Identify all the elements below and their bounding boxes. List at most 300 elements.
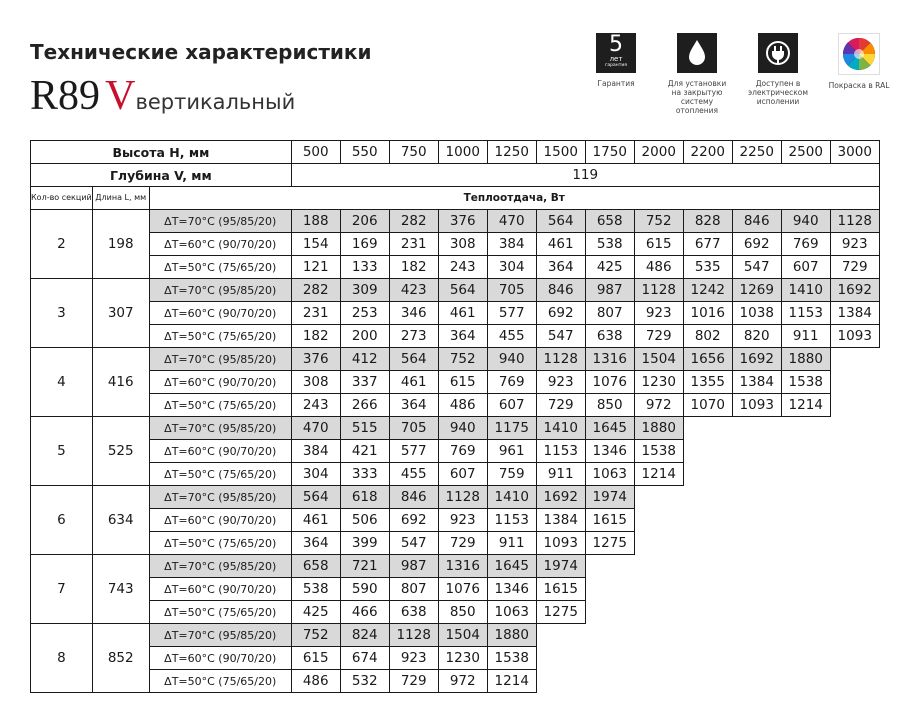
heat-value: 231 [389, 233, 438, 256]
heat-value: 461 [438, 302, 487, 325]
empty-cell [683, 601, 732, 624]
heat-value: 1214 [781, 394, 830, 417]
heat-value: 1128 [830, 210, 879, 233]
heat-value: 1880 [634, 417, 683, 440]
heat-value: 455 [389, 463, 438, 486]
page-title: Технические характеристики [30, 40, 372, 64]
feature-caption: Для установки на закрытую систему отопления [667, 79, 727, 115]
table-row [31, 647, 880, 670]
feature-closed-system [664, 33, 730, 115]
heat-value: 486 [634, 256, 683, 279]
heat-value: 535 [683, 256, 732, 279]
heat-value: 461 [536, 233, 585, 256]
empty-cell [732, 463, 781, 486]
heat-value: 564 [536, 210, 585, 233]
empty-cell [585, 578, 634, 601]
empty-cell [830, 509, 879, 532]
color-wheel-icon [838, 33, 880, 75]
feature-caption: Гарантия [597, 79, 635, 88]
height-value: 550 [340, 141, 389, 164]
heat-value: 729 [536, 394, 585, 417]
heat-value: 364 [389, 394, 438, 417]
heat-value: 940 [438, 417, 487, 440]
heat-value: 1275 [536, 601, 585, 624]
empty-cell [830, 371, 879, 394]
empty-cell [683, 509, 732, 532]
empty-cell [585, 555, 634, 578]
delta-t-label: ΔT=50°C (75/65/20) [149, 325, 291, 348]
heat-value: 1093 [536, 532, 585, 555]
delta-t-label: ΔT=60°C (90/70/20) [149, 371, 291, 394]
heat-value: 1974 [585, 486, 634, 509]
empty-cell [830, 670, 879, 693]
heat-value: 121 [291, 256, 340, 279]
table-row [31, 417, 880, 440]
empty-cell [634, 486, 683, 509]
height-value: 2250 [732, 141, 781, 164]
heat-value: 538 [291, 578, 340, 601]
heat-value: 1316 [438, 555, 487, 578]
heat-value: 564 [438, 279, 487, 302]
table-row [31, 624, 880, 647]
heat-value: 607 [438, 463, 487, 486]
model-name: R89 [30, 73, 101, 119]
heat-value: 384 [291, 440, 340, 463]
empty-cell [732, 601, 781, 624]
heat-value: 752 [291, 624, 340, 647]
heat-value: 618 [340, 486, 389, 509]
heat-value: 461 [389, 371, 438, 394]
empty-cell [830, 555, 879, 578]
heat-value: 169 [340, 233, 389, 256]
heat-value: 705 [487, 279, 536, 302]
heat-value: 1410 [781, 279, 830, 302]
heat-value: 658 [585, 210, 634, 233]
height-value: 2200 [683, 141, 732, 164]
heat-value: 421 [340, 440, 389, 463]
empty-cell [683, 532, 732, 555]
heat-value: 923 [536, 371, 585, 394]
heat-value: 820 [732, 325, 781, 348]
empty-cell [781, 486, 830, 509]
empty-cell [683, 647, 732, 670]
heat-value: 564 [291, 486, 340, 509]
empty-cell [634, 578, 683, 601]
heat-value: 638 [389, 601, 438, 624]
sections-value: 7 [31, 555, 93, 624]
empty-cell [634, 555, 683, 578]
length-value: 743 [92, 555, 149, 624]
heat-value: 1214 [634, 463, 683, 486]
table-row [31, 486, 880, 509]
empty-cell [732, 647, 781, 670]
heat-value: 1538 [487, 647, 536, 670]
spec-table [30, 140, 880, 693]
delta-t-label: ΔT=60°C (90/70/20) [149, 440, 291, 463]
empty-cell [732, 486, 781, 509]
length-value: 416 [92, 348, 149, 417]
table-row [31, 302, 880, 325]
empty-cell [830, 624, 879, 647]
empty-cell [830, 601, 879, 624]
heat-value: 1974 [536, 555, 585, 578]
heat-value: 802 [683, 325, 732, 348]
heat-value: 461 [291, 509, 340, 532]
empty-cell [634, 670, 683, 693]
heat-value: 1615 [585, 509, 634, 532]
delta-t-label: ΔT=70°C (95/85/20) [149, 210, 291, 233]
table-row [31, 670, 880, 693]
heat-value: 1128 [634, 279, 683, 302]
delta-t-label: ΔT=60°C (90/70/20) [149, 647, 291, 670]
heat-value: 455 [487, 325, 536, 348]
heat-value: 364 [438, 325, 487, 348]
heat-value: 729 [438, 532, 487, 555]
heat-value: 987 [389, 555, 438, 578]
height-value: 2500 [781, 141, 830, 164]
heat-value: 206 [340, 210, 389, 233]
table-row [31, 210, 880, 233]
heat-value: 615 [291, 647, 340, 670]
heat-value: 1692 [536, 486, 585, 509]
heat-value: 828 [683, 210, 732, 233]
empty-cell [830, 348, 879, 371]
model-title [30, 72, 295, 120]
heat-value: 1269 [732, 279, 781, 302]
heat-value: 547 [389, 532, 438, 555]
heat-value: 721 [340, 555, 389, 578]
heat-value: 590 [340, 578, 389, 601]
empty-cell [634, 532, 683, 555]
heat-value: 399 [340, 532, 389, 555]
heat-value: 384 [487, 233, 536, 256]
empty-cell [830, 486, 879, 509]
heat-value: 1880 [487, 624, 536, 647]
heat-label: Теплоотдача, Вт [149, 187, 879, 210]
height-value: 1000 [438, 141, 487, 164]
heat-value: 752 [438, 348, 487, 371]
heat-value: 273 [389, 325, 438, 348]
delta-t-label: ΔT=50°C (75/65/20) [149, 670, 291, 693]
heat-value: 1538 [781, 371, 830, 394]
table-row [31, 555, 880, 578]
heat-value: 769 [438, 440, 487, 463]
heat-value: 824 [340, 624, 389, 647]
heat-value: 911 [536, 463, 585, 486]
heat-value: 486 [291, 670, 340, 693]
heat-value: 1645 [585, 417, 634, 440]
empty-cell [585, 624, 634, 647]
heat-value: 188 [291, 210, 340, 233]
heat-value: 911 [487, 532, 536, 555]
empty-cell [732, 555, 781, 578]
feature-ral [826, 33, 892, 90]
heat-value: 807 [389, 578, 438, 601]
heat-value: 243 [438, 256, 487, 279]
length-value: 307 [92, 279, 149, 348]
heat-value: 1275 [585, 532, 634, 555]
delta-t-label: ΔT=50°C (75/65/20) [149, 601, 291, 624]
heat-value: 769 [781, 233, 830, 256]
empty-cell [585, 601, 634, 624]
heat-value: 607 [487, 394, 536, 417]
heat-value: 1880 [781, 348, 830, 371]
water-drop-icon [677, 33, 717, 73]
heat-value: 308 [438, 233, 487, 256]
empty-cell [634, 647, 683, 670]
table-row [31, 394, 880, 417]
length-value: 852 [92, 624, 149, 693]
heat-value: 547 [536, 325, 585, 348]
heat-value: 376 [291, 348, 340, 371]
heat-value: 940 [781, 210, 830, 233]
length-value: 198 [92, 210, 149, 279]
heat-value: 425 [585, 256, 634, 279]
heat-value: 364 [291, 532, 340, 555]
heat-value: 1384 [732, 371, 781, 394]
empty-cell [830, 417, 879, 440]
table-row [31, 348, 880, 371]
heat-value: 692 [536, 302, 585, 325]
heat-value: 1316 [585, 348, 634, 371]
heat-value: 1214 [487, 670, 536, 693]
heat-value: 1346 [585, 440, 634, 463]
empty-cell [683, 555, 732, 578]
heat-value: 1128 [536, 348, 585, 371]
heat-value: 282 [291, 279, 340, 302]
empty-cell [683, 417, 732, 440]
heat-value: 466 [340, 601, 389, 624]
heat-value: 200 [340, 325, 389, 348]
heat-value: 850 [585, 394, 634, 417]
height-label: Высота H, мм [31, 141, 292, 164]
heat-value: 1504 [438, 624, 487, 647]
heat-value: 1016 [683, 302, 732, 325]
delta-t-label: ΔT=70°C (95/85/20) [149, 417, 291, 440]
empty-cell [781, 532, 830, 555]
heat-value: 304 [291, 463, 340, 486]
heat-value: 769 [487, 371, 536, 394]
heat-value: 1063 [585, 463, 634, 486]
heat-value: 1346 [487, 578, 536, 601]
empty-cell [536, 624, 585, 647]
empty-cell [830, 578, 879, 601]
heat-value: 615 [438, 371, 487, 394]
heat-value: 1153 [487, 509, 536, 532]
heat-value: 1692 [732, 348, 781, 371]
heat-value: 674 [340, 647, 389, 670]
warranty-icon: 5 лет гарантия [596, 33, 636, 73]
heat-value: 1128 [438, 486, 487, 509]
heat-value: 846 [732, 210, 781, 233]
sections-label: Кол-во секций [31, 187, 93, 210]
heat-value: 923 [438, 509, 487, 532]
heat-value: 577 [487, 302, 536, 325]
heat-value: 638 [585, 325, 634, 348]
delta-t-label: ΔT=50°C (75/65/20) [149, 463, 291, 486]
heat-value: 705 [389, 417, 438, 440]
heat-value: 1175 [487, 417, 536, 440]
delta-t-label: ΔT=70°C (95/85/20) [149, 486, 291, 509]
delta-t-label: ΔT=70°C (95/85/20) [149, 279, 291, 302]
heat-value: 337 [340, 371, 389, 394]
heat-value: 243 [291, 394, 340, 417]
heat-value: 231 [291, 302, 340, 325]
heat-value: 850 [438, 601, 487, 624]
empty-cell [732, 624, 781, 647]
heat-value: 1153 [536, 440, 585, 463]
delta-t-label: ΔT=70°C (95/85/20) [149, 348, 291, 371]
table-row [31, 532, 880, 555]
heat-value: 759 [487, 463, 536, 486]
length-label: Длина L, мм [92, 187, 149, 210]
empty-cell [830, 463, 879, 486]
heat-value: 282 [389, 210, 438, 233]
heat-value: 923 [389, 647, 438, 670]
heat-value: 182 [291, 325, 340, 348]
delta-t-label: ΔT=60°C (90/70/20) [149, 509, 291, 532]
table-row [31, 463, 880, 486]
delta-t-label: ΔT=60°C (90/70/20) [149, 233, 291, 256]
heat-value: 729 [830, 256, 879, 279]
height-value: 1750 [585, 141, 634, 164]
empty-cell [781, 670, 830, 693]
heat-value: 564 [389, 348, 438, 371]
heat-value: 972 [634, 394, 683, 417]
table-row [31, 279, 880, 302]
heat-value: 658 [291, 555, 340, 578]
empty-cell [634, 624, 683, 647]
heat-value: 423 [389, 279, 438, 302]
empty-cell [634, 509, 683, 532]
heat-value: 961 [487, 440, 536, 463]
heat-value: 1615 [536, 578, 585, 601]
empty-cell [830, 532, 879, 555]
heat-value: 940 [487, 348, 536, 371]
heat-value: 607 [781, 256, 830, 279]
empty-cell [830, 394, 879, 417]
sections-value: 6 [31, 486, 93, 555]
feature-electric [745, 33, 811, 106]
heat-value: 532 [340, 670, 389, 693]
power-plug-icon [758, 33, 798, 73]
empty-cell [683, 578, 732, 601]
empty-cell [781, 555, 830, 578]
table-row [31, 440, 880, 463]
heat-value: 692 [732, 233, 781, 256]
sections-value: 3 [31, 279, 93, 348]
length-value: 525 [92, 417, 149, 486]
heat-value: 376 [438, 210, 487, 233]
heat-value: 677 [683, 233, 732, 256]
heat-value: 506 [340, 509, 389, 532]
height-value: 3000 [830, 141, 879, 164]
sections-value: 5 [31, 417, 93, 486]
depth-value: 119 [291, 164, 879, 187]
delta-t-label: ΔT=60°C (90/70/20) [149, 578, 291, 601]
empty-cell [781, 624, 830, 647]
heat-value: 486 [438, 394, 487, 417]
heat-value: 1504 [634, 348, 683, 371]
empty-cell [732, 417, 781, 440]
empty-cell [781, 578, 830, 601]
model-suffix: вертикальный [135, 90, 296, 114]
empty-cell [781, 509, 830, 532]
empty-cell [634, 601, 683, 624]
heat-value: 515 [340, 417, 389, 440]
heat-value: 1242 [683, 279, 732, 302]
empty-cell [781, 647, 830, 670]
heat-value: 547 [732, 256, 781, 279]
heat-value: 425 [291, 601, 340, 624]
heat-value: 807 [585, 302, 634, 325]
empty-cell [536, 670, 585, 693]
heat-value: 308 [291, 371, 340, 394]
feature-caption: Доступен в электрическом исполении [747, 79, 808, 106]
heat-value: 987 [585, 279, 634, 302]
height-value: 2000 [634, 141, 683, 164]
heat-value: 364 [536, 256, 585, 279]
heat-value: 1076 [438, 578, 487, 601]
empty-cell [683, 440, 732, 463]
heat-value: 1656 [683, 348, 732, 371]
heat-value: 1063 [487, 601, 536, 624]
heat-value: 1692 [830, 279, 879, 302]
table-row [31, 601, 880, 624]
empty-cell [585, 647, 634, 670]
heat-value: 182 [389, 256, 438, 279]
heat-value: 346 [389, 302, 438, 325]
heat-value: 752 [634, 210, 683, 233]
delta-t-label: ΔT=60°C (90/70/20) [149, 302, 291, 325]
height-value: 1500 [536, 141, 585, 164]
empty-cell [732, 509, 781, 532]
heat-value: 253 [340, 302, 389, 325]
heat-value: 1538 [634, 440, 683, 463]
heat-value: 615 [634, 233, 683, 256]
heat-value: 412 [340, 348, 389, 371]
empty-cell [585, 670, 634, 693]
heat-value: 729 [634, 325, 683, 348]
heat-value: 911 [781, 325, 830, 348]
empty-cell [683, 624, 732, 647]
feature-caption: Покраска в RAL [828, 81, 890, 90]
heat-value: 846 [389, 486, 438, 509]
delta-t-label: ΔT=50°C (75/65/20) [149, 532, 291, 555]
heat-value: 729 [389, 670, 438, 693]
heat-value: 577 [389, 440, 438, 463]
empty-cell [732, 532, 781, 555]
sections-value: 4 [31, 348, 93, 417]
heat-value: 846 [536, 279, 585, 302]
heat-value: 1384 [536, 509, 585, 532]
heat-value: 972 [438, 670, 487, 693]
heat-value: 1230 [438, 647, 487, 670]
heat-value: 1093 [830, 325, 879, 348]
empty-cell [781, 463, 830, 486]
feature-warranty [583, 33, 649, 88]
empty-cell [781, 440, 830, 463]
empty-cell [683, 670, 732, 693]
heat-value: 1384 [830, 302, 879, 325]
height-value: 750 [389, 141, 438, 164]
feature-icons [583, 33, 893, 123]
heat-value: 304 [487, 256, 536, 279]
empty-cell [683, 486, 732, 509]
delta-t-label: ΔT=70°C (95/85/20) [149, 624, 291, 647]
heat-value: 1093 [732, 394, 781, 417]
heat-value: 309 [340, 279, 389, 302]
